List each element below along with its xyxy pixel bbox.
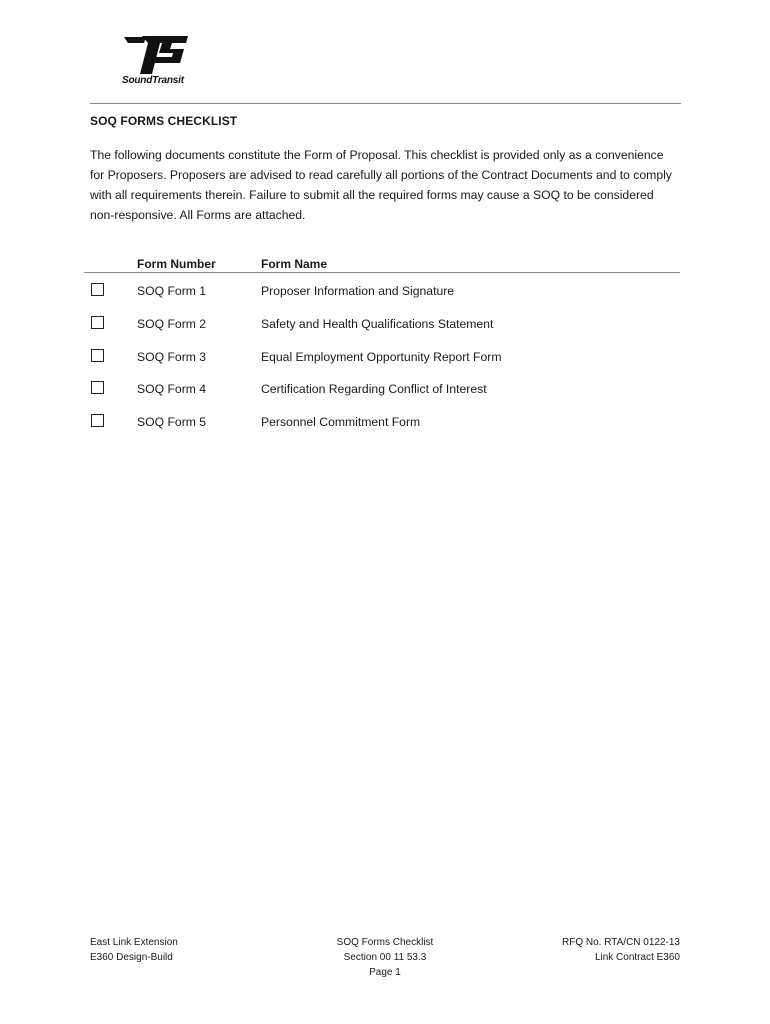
document-title: SOQ FORMS CHECKLIST bbox=[90, 114, 238, 128]
footer-page-number: Page 1 bbox=[369, 967, 401, 978]
column-header-form-name: Form Name bbox=[261, 257, 328, 271]
form-checkbox[interactable] bbox=[91, 349, 104, 362]
form-checkbox[interactable] bbox=[91, 283, 104, 296]
form-checkbox[interactable] bbox=[91, 381, 104, 394]
form-name: Certification Regarding Conflict of Interest bbox=[261, 382, 487, 397]
form-name: Personnel Commitment Form bbox=[261, 415, 421, 430]
footer-right bbox=[562, 935, 680, 965]
form-number: SOQ Form 3 bbox=[137, 349, 207, 364]
form-number: SOQ Form 2 bbox=[137, 316, 207, 331]
form-checkbox[interactable] bbox=[91, 316, 104, 329]
header-divider bbox=[90, 103, 681, 104]
footer-section: Section 00 11 53.3 bbox=[343, 952, 427, 963]
checklist-row bbox=[0, 349, 770, 382]
logo-wordmark: SoundTransit bbox=[122, 75, 184, 86]
checklist-row bbox=[0, 381, 770, 414]
intro-paragraph: The following documents constitute the Form of Proposal. This checklist is provided only as a convenience for Proposers. Proposers are advised to read carefully all portions of the Contract Documents and to comply with all requirements therein. Failure to submit all the required forms may cause a SOQ to be considered non-responsive. All Forms are attached. bbox=[90, 148, 672, 222]
checklist-row bbox=[0, 414, 770, 447]
column-header-form-number: Form Number bbox=[137, 257, 216, 271]
footer-project: East Link Extension bbox=[90, 937, 178, 948]
st-logo-mark-icon bbox=[118, 36, 202, 76]
footer-rfq-number: RFQ No. RTA/CN 0122-13 bbox=[561, 937, 680, 948]
forms-checklist bbox=[0, 283, 770, 447]
checklist-row bbox=[0, 316, 770, 349]
footer-center bbox=[285, 935, 485, 980]
form-checkbox[interactable] bbox=[91, 414, 104, 427]
form-name: Equal Employment Opportunity Report Form bbox=[261, 349, 502, 364]
form-number: SOQ Form 1 bbox=[137, 284, 207, 298]
footer-left bbox=[90, 935, 178, 965]
footer-doc-title: SOQ Forms Checklist bbox=[336, 937, 434, 948]
footer-link-contract: Link Contract E360 bbox=[594, 952, 680, 963]
form-name: Safety and Health Qualifications Statement bbox=[261, 316, 494, 331]
form-number: SOQ Form 5 bbox=[137, 415, 207, 430]
footer-contract-type: E360 Design-Build bbox=[90, 952, 173, 963]
form-number: SOQ Form 4 bbox=[137, 382, 207, 397]
form-name: Proposer Information and Signature bbox=[261, 284, 455, 298]
checklist-row bbox=[0, 283, 770, 316]
table-header-divider bbox=[84, 272, 680, 273]
